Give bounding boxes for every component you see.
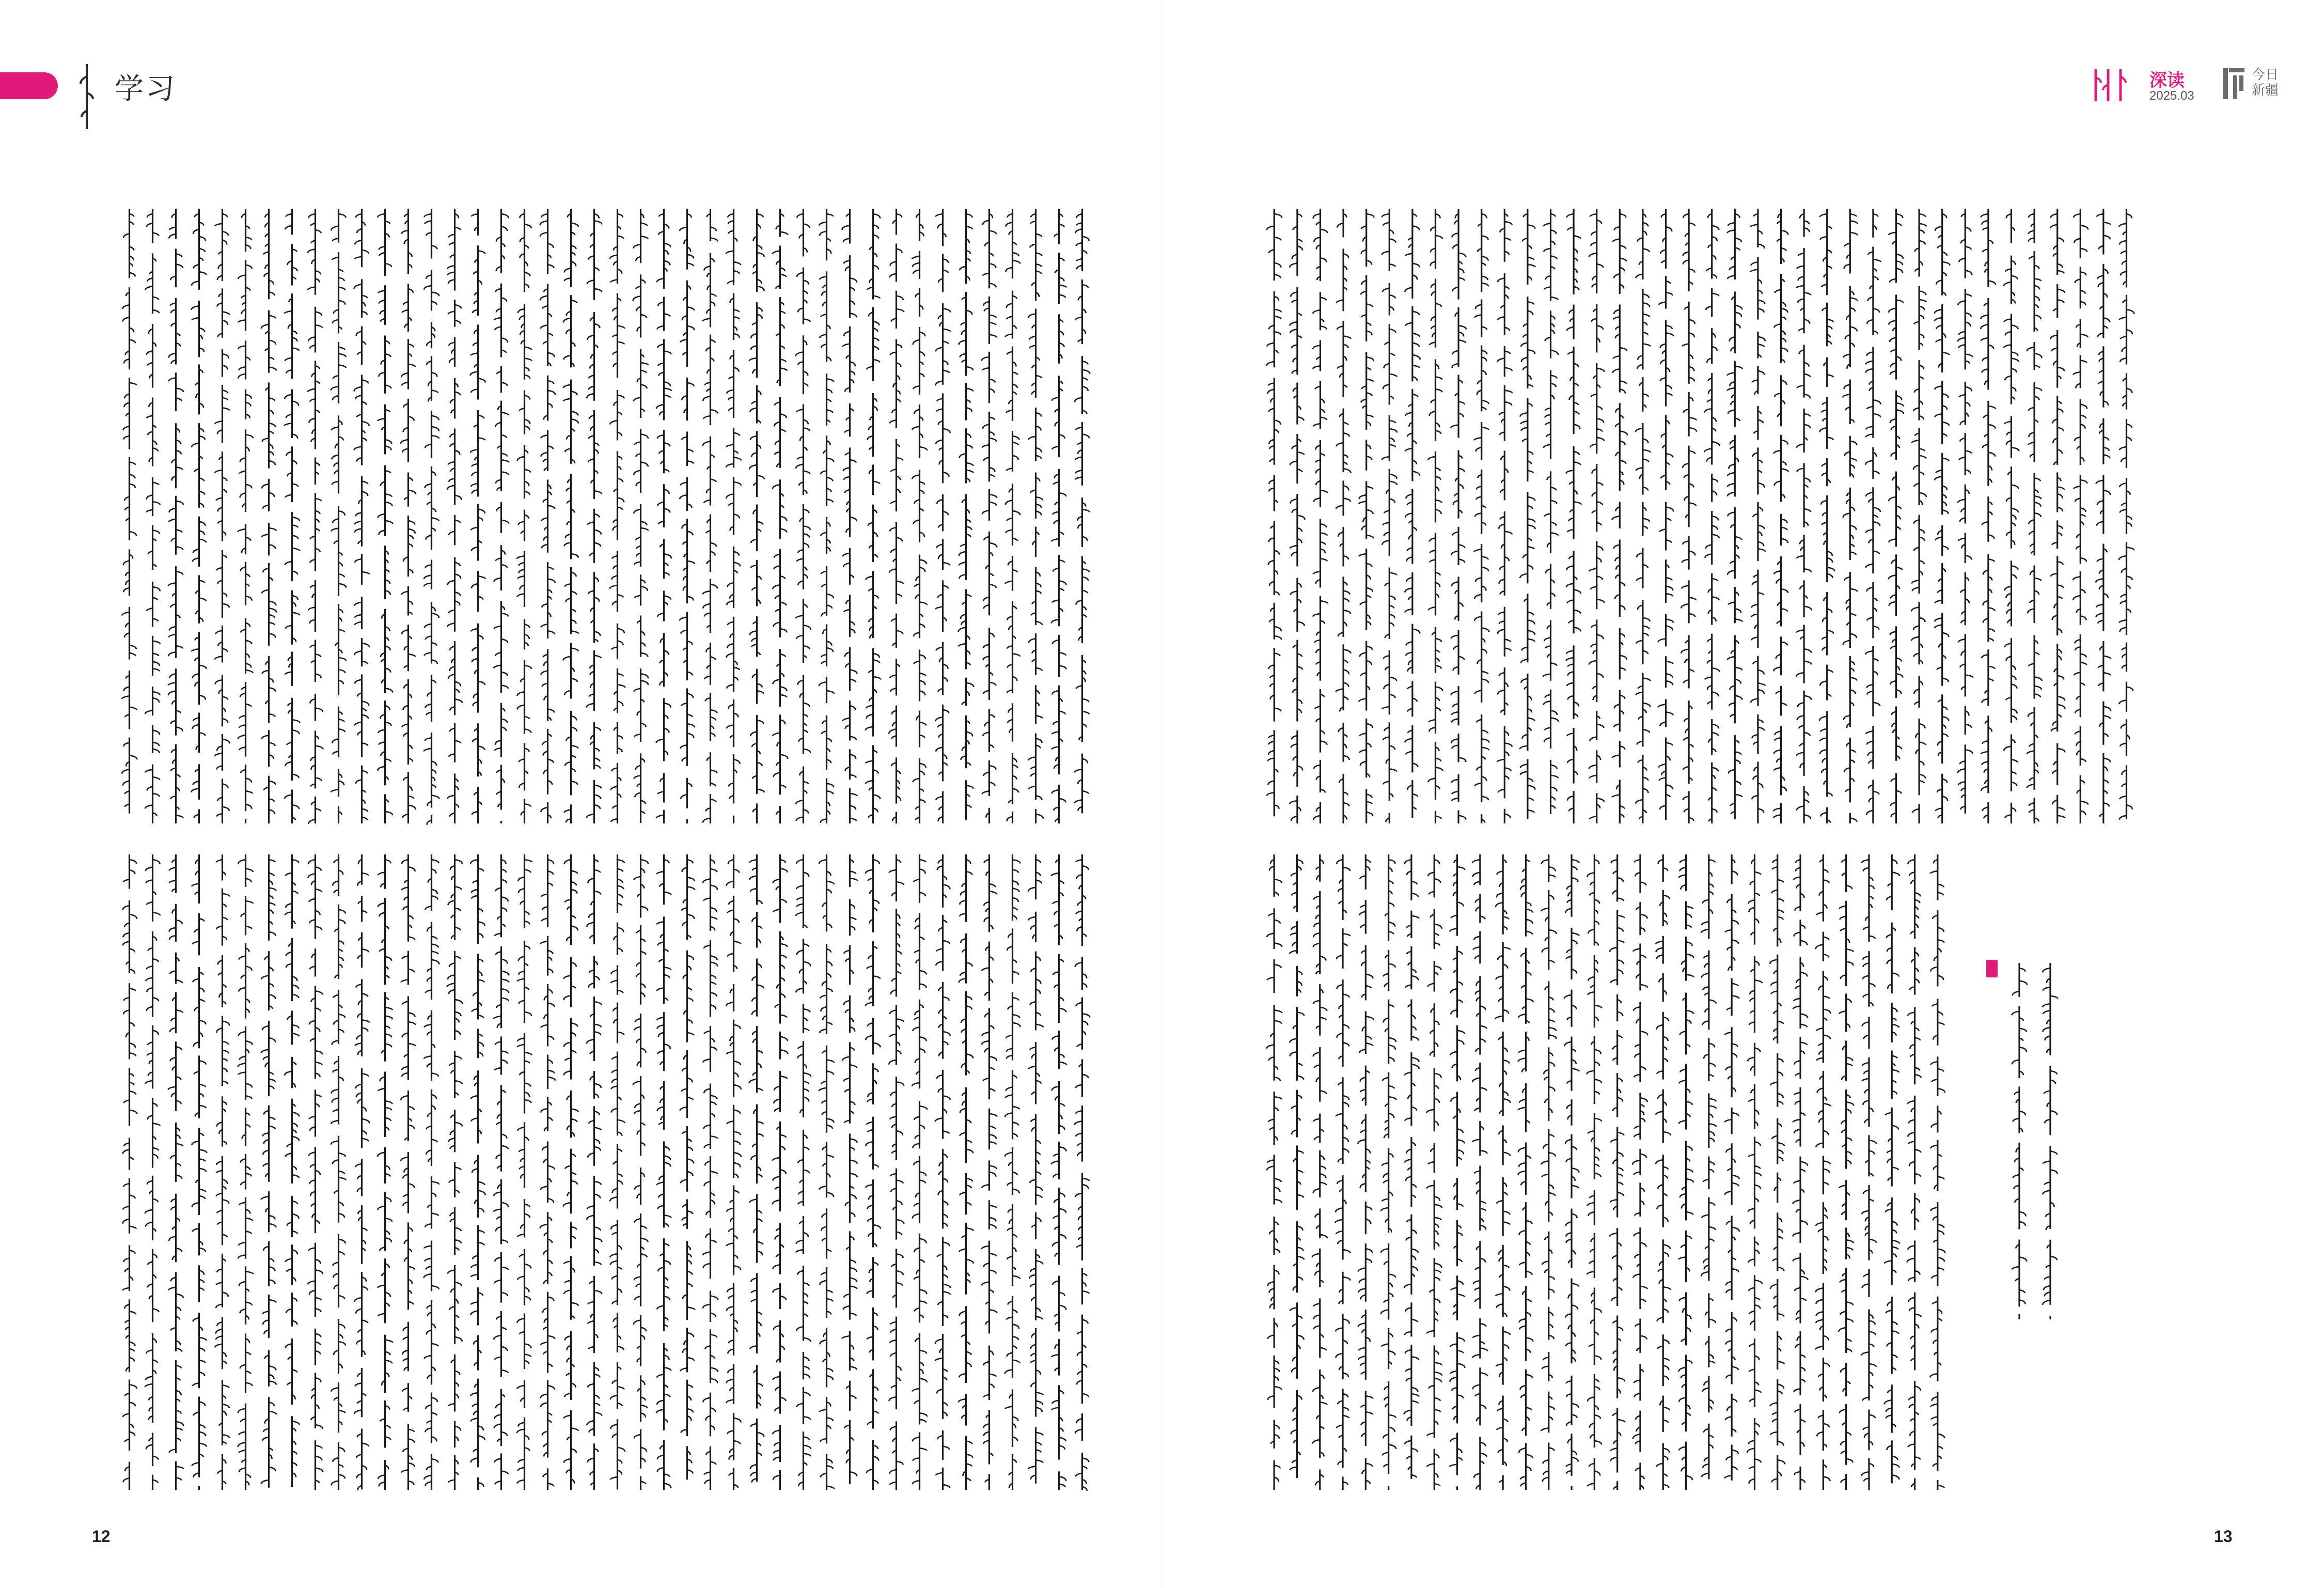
text-column — [1632, 854, 1647, 1490]
text-column — [308, 209, 323, 824]
text-column — [1313, 209, 1328, 823]
text-column — [401, 854, 416, 1490]
right-page-upper-text — [1263, 207, 2138, 827]
page-gutter — [1161, 0, 1163, 1588]
text-column — [261, 854, 277, 1488]
text-column — [842, 854, 858, 1484]
text-column — [959, 209, 974, 820]
text-column — [1612, 209, 1627, 823]
text-column — [1335, 854, 1350, 1490]
text-column — [2119, 209, 2134, 820]
text-column — [912, 854, 927, 1490]
text-column — [633, 854, 648, 1490]
text-column — [1566, 209, 1581, 823]
masthead-vertical-script — [2086, 67, 2133, 103]
text-column — [889, 854, 904, 1490]
text-column — [1520, 209, 1535, 819]
text-column — [1451, 209, 1466, 823]
text-column — [1404, 854, 1419, 1479]
text-column — [1541, 854, 1557, 1490]
text-column — [1773, 209, 1788, 823]
text-column — [1358, 854, 1373, 1490]
text-column — [2050, 209, 2065, 823]
text-column — [401, 209, 416, 823]
text-column — [447, 854, 463, 1490]
text-column — [1704, 209, 1720, 823]
text-column — [912, 209, 927, 823]
text-column — [2096, 209, 2111, 823]
text-column — [1543, 209, 1559, 814]
text-column — [1636, 209, 1651, 823]
text-column — [122, 854, 137, 1490]
text-column — [378, 854, 392, 1490]
text-column — [215, 209, 230, 823]
text-column — [145, 209, 160, 823]
text-column — [285, 854, 300, 1487]
text-column — [1958, 209, 1973, 814]
text-column — [424, 854, 439, 1490]
magazine-masthead — [2086, 62, 2303, 108]
text-column — [773, 854, 788, 1490]
text-column — [2043, 963, 2058, 1319]
text-column — [1497, 209, 1512, 823]
text-column — [517, 854, 532, 1490]
text-column — [1428, 209, 1443, 823]
text-column — [1267, 854, 1282, 1490]
text-column — [1678, 854, 1693, 1490]
text-column — [866, 209, 881, 823]
text-column — [1075, 209, 1090, 813]
text-column — [1472, 854, 1487, 1490]
text-column — [238, 854, 254, 1490]
text-column — [726, 854, 741, 1490]
right-page-lower-text — [1263, 852, 1950, 1493]
text-column — [563, 854, 578, 1490]
text-column — [1725, 854, 1739, 1481]
text-column — [703, 209, 718, 823]
text-column — [1796, 209, 1812, 823]
text-column — [447, 209, 462, 823]
text-column — [1930, 854, 1945, 1490]
text-column — [1382, 209, 1397, 823]
text-column — [494, 854, 509, 1490]
text-column — [122, 209, 137, 814]
text-column — [1935, 209, 1950, 823]
text-column — [238, 209, 254, 823]
end-marker — [1986, 960, 1998, 977]
text-column — [587, 854, 602, 1490]
text-column — [540, 854, 556, 1490]
text-column — [1005, 854, 1020, 1490]
text-column — [1290, 209, 1305, 823]
text-column — [1701, 854, 1716, 1479]
text-column — [261, 209, 276, 823]
article-credit — [2004, 961, 2081, 1415]
text-column — [982, 854, 997, 1490]
text-column — [1564, 854, 1579, 1490]
text-column — [1359, 209, 1374, 823]
text-column — [331, 209, 347, 823]
logo-text: 今日 新疆 — [2252, 67, 2279, 98]
text-column — [1589, 209, 1605, 823]
text-column — [1889, 209, 1904, 823]
text-column — [517, 209, 532, 823]
text-column — [354, 209, 370, 823]
text-column — [1793, 854, 1808, 1490]
text-column — [1865, 209, 1881, 823]
text-column — [1450, 854, 1465, 1490]
text-column — [866, 854, 881, 1490]
section-title: 学习 — [115, 72, 177, 106]
text-column — [656, 854, 671, 1490]
text-column — [1770, 854, 1785, 1490]
text-column — [749, 209, 764, 823]
page-number-right: 13 — [2214, 1527, 2233, 1546]
text-column — [192, 854, 207, 1490]
text-column — [470, 209, 485, 823]
text-column — [378, 209, 392, 823]
text-column — [1981, 209, 1996, 823]
magazine-logo-icon — [2222, 65, 2251, 102]
text-column — [587, 209, 602, 823]
text-column — [633, 209, 649, 823]
text-column — [1051, 854, 1067, 1490]
section-vertical-script — [76, 61, 97, 133]
text-column — [1861, 854, 1876, 1490]
text-column — [1658, 209, 1674, 820]
text-column — [494, 209, 509, 823]
text-column — [796, 854, 811, 1490]
text-column — [1051, 209, 1066, 823]
text-column — [749, 854, 764, 1483]
page-number-left: 12 — [92, 1527, 111, 1546]
text-column — [2027, 209, 2042, 823]
text-column — [1843, 209, 1858, 823]
text-column — [796, 209, 811, 823]
text-column — [1815, 854, 1830, 1490]
text-column — [1911, 209, 1926, 823]
text-column — [1075, 854, 1090, 1491]
text-column — [1028, 854, 1043, 1484]
text-column — [773, 209, 788, 823]
text-column — [680, 209, 695, 823]
text-column — [1819, 209, 1834, 823]
text-column — [935, 209, 950, 823]
text-column — [889, 209, 904, 823]
text-column — [192, 209, 207, 823]
text-column — [1656, 854, 1671, 1490]
text-column — [656, 209, 672, 823]
text-column — [703, 854, 718, 1490]
text-column — [726, 209, 741, 823]
text-column — [1028, 209, 1043, 823]
text-column — [1495, 854, 1510, 1490]
text-column — [1907, 854, 1921, 1490]
text-column — [2073, 209, 2088, 823]
text-column — [1405, 209, 1420, 818]
section-tab-marker — [0, 72, 58, 99]
text-column — [285, 209, 300, 823]
text-column — [470, 854, 485, 1490]
text-column — [308, 854, 323, 1490]
text-column — [1681, 209, 1697, 823]
text-column — [563, 209, 579, 823]
text-column — [1005, 209, 1020, 823]
text-column — [1839, 854, 1854, 1490]
text-column — [1518, 854, 1533, 1490]
text-column — [1587, 854, 1601, 1490]
text-column — [1747, 854, 1762, 1490]
left-page-lower-text — [118, 852, 1094, 1493]
text-column — [959, 854, 973, 1490]
text-column — [331, 854, 346, 1490]
text-column — [1727, 209, 1742, 819]
left-page-upper-text — [118, 207, 1094, 827]
text-column — [680, 854, 695, 1480]
text-column — [2012, 963, 2027, 1319]
text-column — [610, 854, 625, 1489]
text-column — [354, 854, 369, 1490]
text-column — [1426, 854, 1442, 1490]
issue-date: 2025.03 — [2149, 89, 2194, 103]
text-column — [1290, 854, 1304, 1478]
text-column — [610, 209, 625, 823]
text-column — [2004, 209, 2019, 823]
text-column — [1336, 209, 1351, 823]
text-column — [935, 854, 951, 1490]
magazine-logo — [2222, 65, 2299, 102]
text-column — [982, 209, 997, 823]
text-column — [819, 854, 835, 1490]
text-column — [819, 209, 834, 823]
text-column — [1312, 854, 1327, 1490]
text-column — [1474, 209, 1489, 823]
text-column — [145, 854, 160, 1490]
text-column — [215, 854, 229, 1490]
text-column — [1266, 209, 1282, 816]
text-column — [424, 209, 439, 825]
text-column — [1610, 854, 1625, 1490]
text-column — [168, 209, 183, 823]
text-column — [1750, 209, 1765, 823]
text-column — [842, 209, 857, 823]
text-column — [168, 854, 184, 1490]
column-name: 深读 — [2149, 70, 2185, 91]
text-column — [1381, 854, 1396, 1490]
text-column — [1885, 854, 1899, 1483]
text-column — [540, 209, 555, 823]
